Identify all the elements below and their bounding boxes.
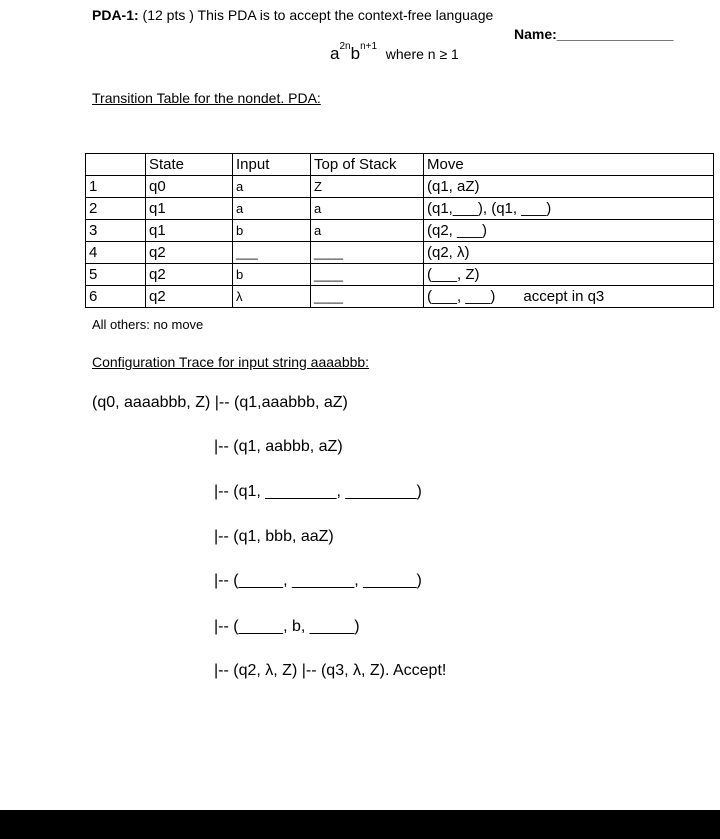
row-move: [424, 286, 714, 308]
row-move-text: (q2, ___): [427, 222, 488, 239]
row-move-text: (q1, aZ): [427, 178, 480, 195]
row-move: [424, 264, 714, 286]
row-number: 2: [86, 198, 146, 220]
trace-line: (q0, aaaabbb, Z) |-- (q1,aaabbb, aZ): [92, 394, 348, 411]
row-move-text: (q1,___), (q1, ___): [427, 200, 552, 217]
row-number: 4: [86, 242, 146, 264]
row-number: 5: [86, 264, 146, 286]
lang-base-a: a: [330, 44, 340, 63]
transition-table-title: Transition Table for the nondet. PDA:: [92, 90, 321, 106]
table-row: [86, 176, 714, 198]
row-input: a: [233, 176, 311, 198]
trace-line: |-- (q1, bbb, aaZ): [214, 528, 334, 545]
trace-title: Configuration Trace for input string aaaabbb:: [92, 354, 370, 370]
row-input: a: [233, 198, 311, 220]
table-row: [86, 264, 714, 286]
row-state: q2: [146, 242, 233, 264]
table-footer-note: All others: no move: [92, 317, 204, 332]
lang-condition: where n ≥ 1: [385, 46, 459, 62]
row-top: ____: [311, 242, 424, 264]
row-state: q1: [146, 220, 233, 242]
row-state: q2: [146, 286, 233, 308]
trace-line: |-- (q2, λ, Z) |-- (q3, λ, Z). Accept!: [214, 662, 447, 679]
problem-heading: [92, 7, 493, 23]
row-input: b: [233, 220, 311, 242]
row-move-text: (q2, λ): [427, 244, 470, 261]
row-top: Z: [311, 176, 424, 198]
table-header-row: [86, 154, 714, 176]
row-move-text: (___, ___): [427, 288, 496, 305]
lang-exp-b: n+1: [360, 41, 378, 53]
header-num-cell: [86, 154, 146, 176]
row-input: ___: [233, 242, 311, 264]
row-move: [424, 176, 714, 198]
header-top-of-stack: Top of Stack: [311, 154, 424, 176]
trace-line: |-- (_____, b, _____): [214, 618, 360, 635]
row-move: [424, 220, 714, 242]
row-top: ____: [311, 264, 424, 286]
row-number: 3: [86, 220, 146, 242]
row-move: [424, 198, 714, 220]
language-definition: [330, 41, 459, 64]
header-state: State: [146, 154, 233, 176]
trace-line: |-- (q1, aabbb, aZ): [214, 438, 343, 455]
table-row: [86, 242, 714, 264]
header-move: Move: [424, 154, 714, 176]
row-top: ____: [311, 286, 424, 308]
row-state: q2: [146, 264, 233, 286]
transition-table: [85, 153, 714, 308]
row-number: 1: [86, 176, 146, 198]
row-number: 6: [86, 286, 146, 308]
trace-line: |-- (_____, _______, ______): [214, 572, 422, 589]
problem-description: (12 pts ) This PDA is to accept the context-free language: [138, 7, 494, 23]
row-state: q1: [146, 198, 233, 220]
row-state: q0: [146, 176, 233, 198]
row-input: b: [233, 264, 311, 286]
row-input: λ: [233, 286, 311, 308]
name-field-label: Name:_______________: [514, 26, 674, 42]
table-row: [86, 286, 714, 308]
lang-exp-a: 2n: [339, 41, 351, 53]
row-move-text: (___, Z): [427, 266, 480, 283]
table-row: [86, 220, 714, 242]
trace-line: |-- (q1, ________, ________): [214, 483, 422, 500]
row-top: a: [311, 198, 424, 220]
scan-bottom-bar: [0, 810, 720, 839]
row-top: a: [311, 220, 424, 242]
row-note: accept in q3: [523, 288, 605, 305]
header-input: Input: [233, 154, 311, 176]
table-row: [86, 198, 714, 220]
row-move: [424, 242, 714, 264]
problem-id: PDA-1:: [92, 7, 139, 23]
lang-base-b: b: [350, 44, 361, 63]
